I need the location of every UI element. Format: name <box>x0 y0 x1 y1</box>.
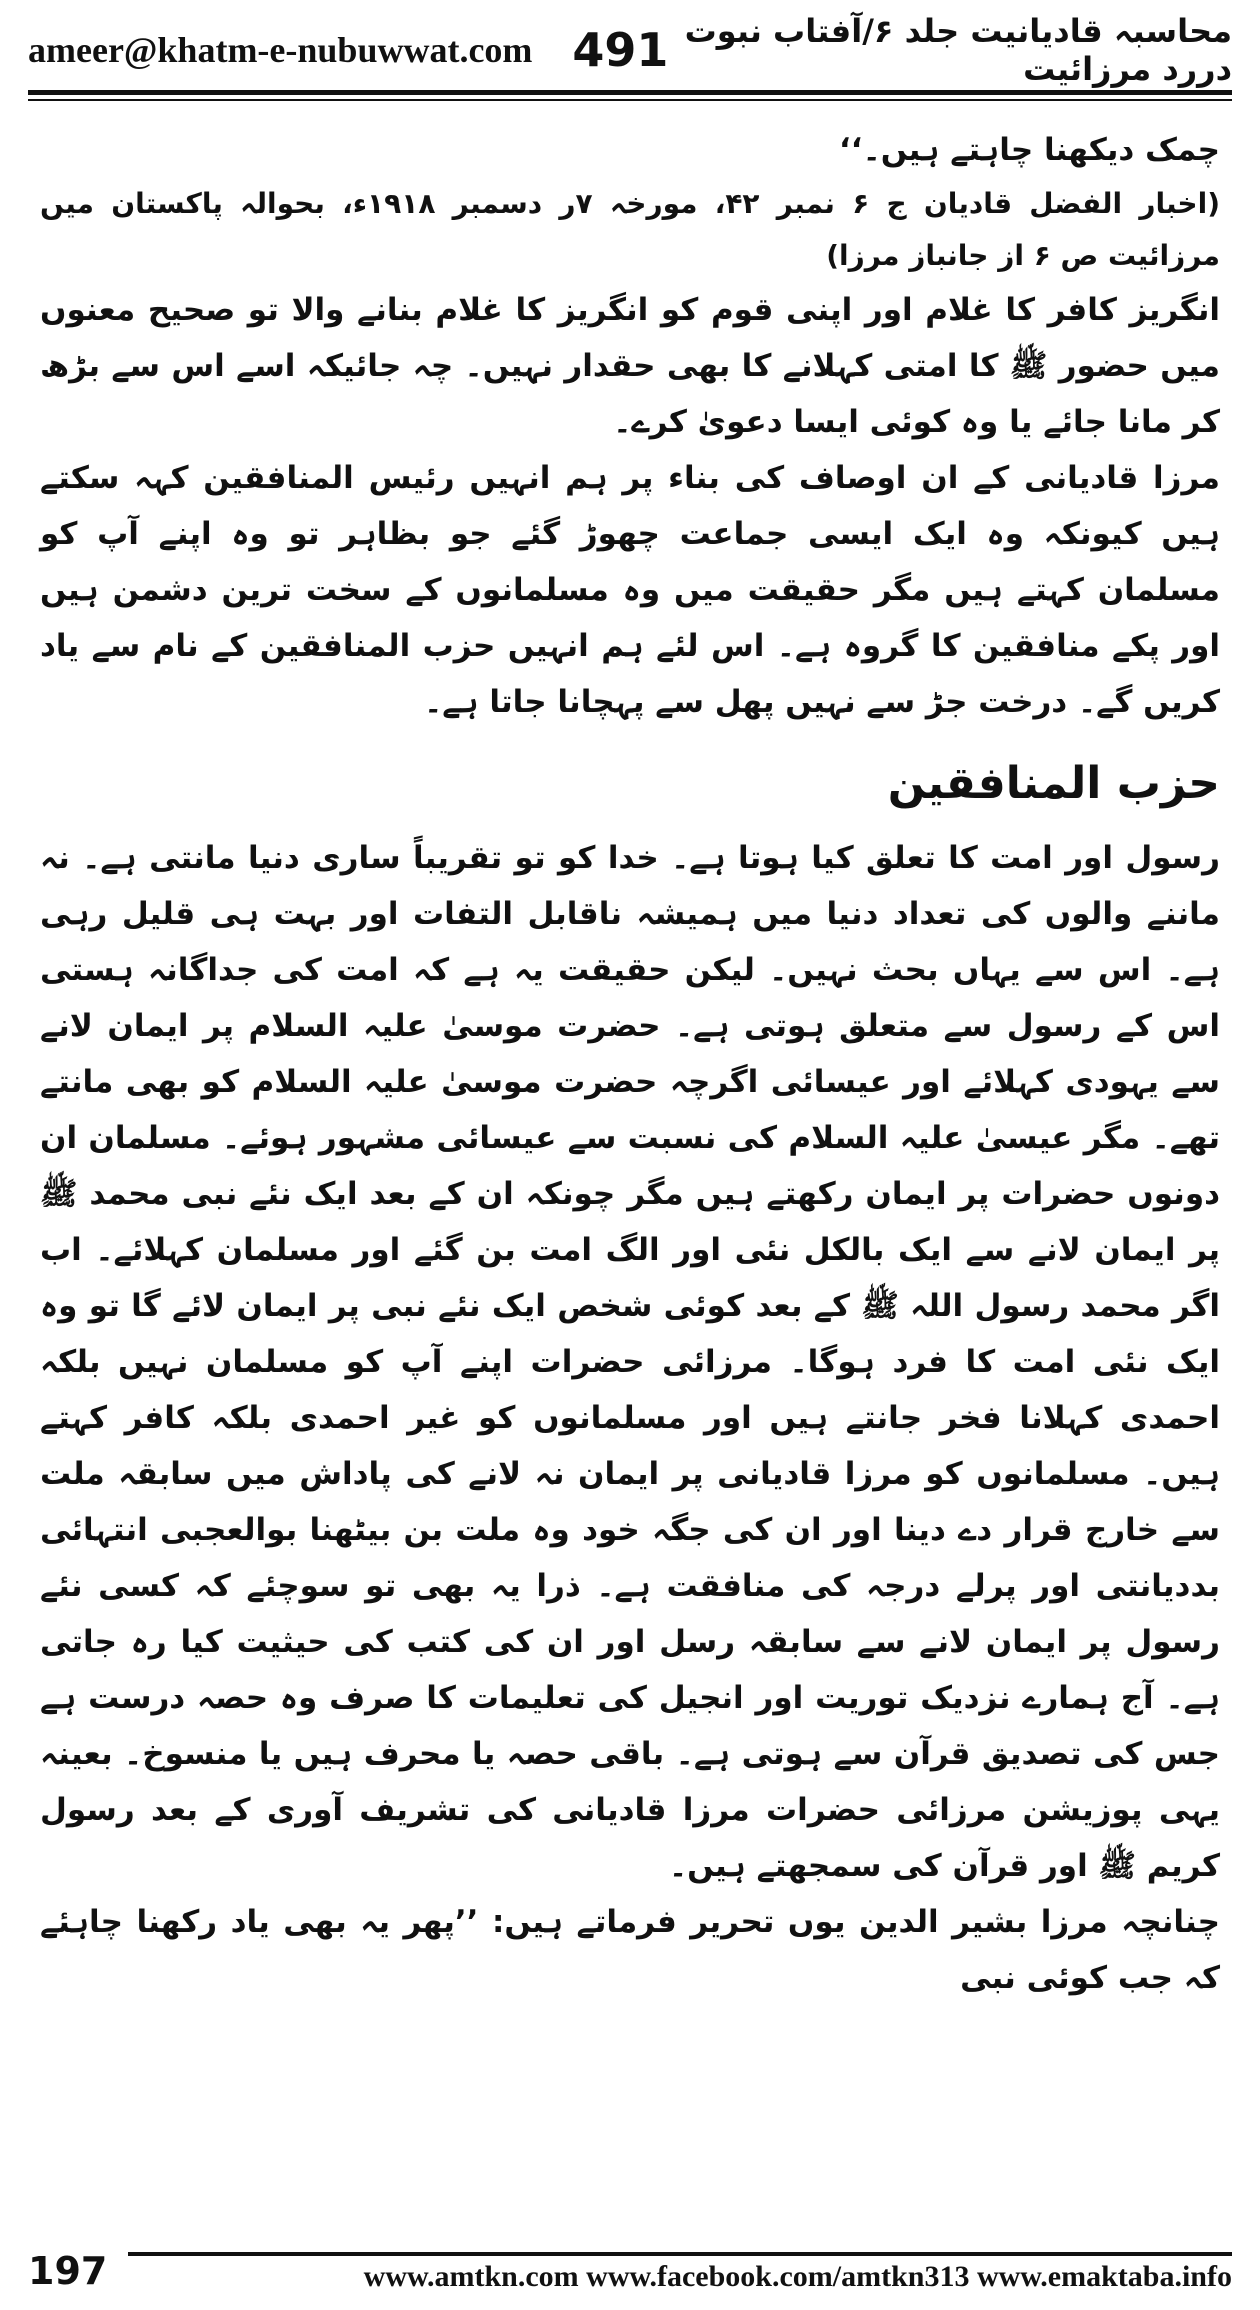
paragraph-1: انگریز کافر کا غلام اور اپنی قوم کو انگریز کا غلام بنانے والا تو صحیح معنوں میں حضور ﷺ کا امتی کہلانے کا بھی حقدار نہیں۔ چہ جائیکہ اسے اس سے بڑھ کر مانا جائے یا وہ کوئی ایسا دعویٰ کرے۔ <box>40 292 1220 440</box>
paragraph-2: مرزا قادیانی کے ان اوصاف کی بناء پر ہم انہیں رئیس المنافقین کہہ سکتے ہیں کیونکہ وہ ایک ایسی جماعت چھوڑ گئے جو بظاہر تو وہ اپنے آپ کو مسلمان کہتے ہیں مگر حقیقت میں وہ مسلمانوں کے سخت ترین دشمن ہیں اور پکے منافقین کا گروہ ہے۔ اس لئے ہم انہیں حزب المنافقین کے نام سے یاد کریں گے۔ درخت جڑ سے نہیں پھل سے پہچانا جاتا ہے۔ <box>40 460 1220 720</box>
section-heading: حزب المنافقین <box>887 758 1220 809</box>
citation: (اخبار الفضل قادیان ج ۶ نمبر ۴۲، مورخہ ۷ر دسمبر ۱۹۱۸ء، بحوالہ پاکستان میں مرزائیت ص ۶ از جانباز مرزا) <box>40 187 1221 272</box>
header-book-title: محاسبہ قادیانیت جلد ۶/آفتاب نبوت دررد مرزائیت <box>684 12 1232 88</box>
header-email: ameer@khatm-e-nubuwwat.com <box>28 30 533 70</box>
footer-rule <box>128 2252 1232 2256</box>
paragraph-3: رسول اور امت کا تعلق کیا ہوتا ہے۔ خدا کو تو تقریباً ساری دنیا مانتی ہے۔ نہ ماننے والوں کی تعداد دنیا میں ہمیشہ ناقابل التفات اور بہت ہی قلیل رہی ہے۔ اس سے یہاں بحث نہیں۔ لیکن حقیقت یہ ہے کہ امت کی جداگانہ ہستی اس کے رسول سے متعلق ہوتی ہے۔ حضرت موسیٰ علیہ السلام پر ایمان لانے سے یہودی کہلائے اور عیسائی اگرچہ حضرت موسیٰ علیہ السلام کو بھی مانتے تھے۔ مگر عیسیٰ علیہ السلام کی نسبت سے عیسائی مشہور ہوئے۔ مسلمان ان دونوں حضرات پر ایمان رکھتے ہیں مگر چونکہ ان کے بعد ایک نئے نبی محمد ﷺ پر ایمان لانے سے ایک بالکل نئی اور الگ امت بن گئے اور مسلمان کہلائے۔ اب اگر محمد رسول اللہ ﷺ کے بعد کوئی شخص ایک نئے نبی پر ایمان لائے گا تو وہ ایک نئی امت کا فرد ہوگا۔ مرزائی حضرات اپنے آپ کو مسلمان نہیں بلکہ احمدی کہلانا فخر جانتے ہیں اور مسلمانوں کو غیر احمدی بلکہ کافر کہتے ہیں۔ مسلمانوں کو مرزا قادیانی پر ایمان نہ لانے کی پاداش میں سابقہ ملت سے خارج قرار دے دینا اور ان کی جگہ خود وہ ملت بن بیٹھنا بوالعجبی انتہائی بددیانتی اور پرلے درجہ کی منافقت ہے۔ ذرا یہ بھی تو سوچئے کہ کسی نئے رسول پر ایمان لانے سے سابقہ رسل اور ان کی کتب کی حیثیت کیا رہ جاتی ہے۔ آج ہمارے نزدیک توریت اور انجیل کی تعلیمات کا صرف وہ حصہ درست ہے جس کی تصدیق قرآن سے ہوتی ہے۔ باقی حصہ یا محرف ہیں یا منسوخ۔ بعینہ یہی پوزیشن مرزائی حضرات مرزا قادیانی کی تشریف آوری کے بعد رسول کریم ﷺ اور قرآن کی سمجھتے ہیں۔ <box>40 840 1220 1884</box>
header-page-number: 491 <box>572 23 669 77</box>
intro-line: چمک دیکھنا چاہتے ہیں۔‘‘ <box>839 132 1220 168</box>
footer-links: www.amtkn.com www.facebook.com/amtkn313 www.emaktaba.info <box>363 2260 1232 2293</box>
page-footer <box>28 2248 1232 2298</box>
page-body <box>40 122 1220 2006</box>
paragraph-4: چنانچہ مرزا بشیر الدین یوں تحریر فرماتے ہیں: ’’پھر یہ بھی یاد رکھنا چاہئے کہ جب کوئی نبی <box>40 1904 1220 1996</box>
page-header <box>28 12 1232 88</box>
header-rule <box>28 90 1232 101</box>
footer-page-number: 197 <box>28 2249 108 2293</box>
